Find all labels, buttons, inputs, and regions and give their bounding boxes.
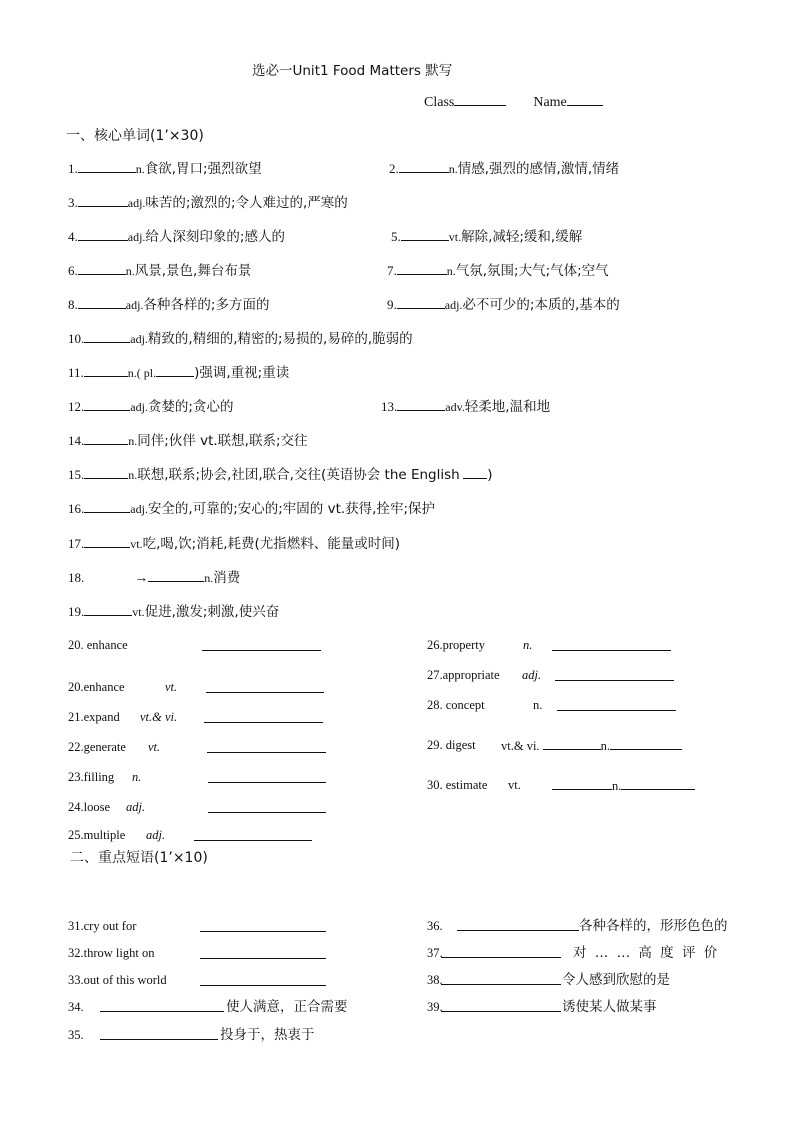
answer-blank[interactable] xyxy=(84,535,130,548)
phrase-item-36 xyxy=(427,918,728,934)
item-number: 7. xyxy=(387,263,397,278)
word-item-9 xyxy=(387,296,620,314)
phrase-text: 诱使某人做某事 xyxy=(562,999,657,1015)
word-item-15 xyxy=(68,466,493,484)
part-of-speech: adj. xyxy=(130,400,148,414)
class-label: Class xyxy=(424,95,455,110)
word-item-2 xyxy=(389,160,619,178)
vocab-29-verb-blank[interactable] xyxy=(543,737,601,750)
word-item-4 xyxy=(68,228,285,246)
item-number: 11. xyxy=(68,365,84,380)
item-number: 1. xyxy=(68,161,78,176)
item-number: 38. xyxy=(427,973,443,987)
phrase-text: throw light on xyxy=(83,946,155,960)
part-of-speech: adj. xyxy=(146,828,166,842)
answer-blank[interactable] xyxy=(84,603,132,616)
item-number: 39. xyxy=(427,1000,443,1014)
meaning: 促进,激发;刺激,使兴奋 xyxy=(144,604,280,620)
word-item-3 xyxy=(68,194,348,212)
page-title: 选必一Unit1 Food Matters 默写 xyxy=(252,63,453,79)
answer-blank[interactable] xyxy=(84,432,128,445)
vocab-23-blank[interactable] xyxy=(208,770,326,783)
phrase-39-blank[interactable] xyxy=(441,999,561,1012)
name-blank[interactable] xyxy=(567,92,603,106)
vocab-word: expand xyxy=(83,710,120,724)
word-item-5 xyxy=(391,228,582,246)
vocab-item-22 xyxy=(68,739,161,755)
item-number: 17. xyxy=(68,536,85,551)
section-heading-core-words: 一、核心单词(1’×30) xyxy=(66,128,204,144)
vocab-word: generate xyxy=(83,740,126,754)
phrase-item-35 xyxy=(68,1027,315,1043)
item-number: 19. xyxy=(68,604,85,619)
vocab-word: appropriate xyxy=(442,668,500,682)
phrase-35-blank[interactable] xyxy=(100,1027,218,1040)
meaning: 安全的,可靠的;安心的;牢固的 vt.获得,拴牢;保护 xyxy=(147,501,436,517)
noun-label: n. xyxy=(612,779,622,793)
part-of-speech: vt. xyxy=(132,605,145,619)
class-name-line xyxy=(424,92,603,111)
meaning: 贪婪的;贪心的 xyxy=(147,399,234,415)
item-number: 30. xyxy=(427,778,443,792)
phrase-31-blank[interactable] xyxy=(200,919,326,932)
vocab-30-verb-blank[interactable] xyxy=(552,777,612,790)
phrase-text: cry out for xyxy=(83,919,137,933)
item-number: 15. xyxy=(68,467,85,482)
part-of-speech: adj. xyxy=(127,196,146,210)
vocab-word: loose xyxy=(83,800,111,814)
word-item-6 xyxy=(68,262,251,280)
item-number: 23. xyxy=(68,770,84,784)
phrase-item-34 xyxy=(68,999,348,1015)
meaning: 轻柔地,温和地 xyxy=(464,399,551,415)
meaning: 食欲,胃口;强烈欲望 xyxy=(144,161,262,177)
vocab-word: concept xyxy=(445,698,485,712)
item-number: 8. xyxy=(68,297,78,312)
vocab-29-answers xyxy=(501,737,682,754)
part-of-speech: vt. xyxy=(508,778,521,792)
item-number: 12. xyxy=(68,399,85,414)
vocab-item-26 xyxy=(427,637,533,653)
meaning: 风景,景色,舞台布景 xyxy=(134,263,252,279)
item-number: 4. xyxy=(68,229,78,244)
meaning: 给人深刻印象的;感人的 xyxy=(145,229,285,245)
phrase-item-39 xyxy=(427,999,657,1015)
vocab-20b-blank[interactable] xyxy=(206,680,324,693)
phrase-text: 各种各样的，形形色色的 xyxy=(579,918,728,934)
item-number: 21. xyxy=(68,710,84,724)
vocab-24-blank[interactable] xyxy=(208,800,326,813)
plural-label: ( pl. xyxy=(136,366,157,380)
part-of-speech: vt.& vi. xyxy=(140,710,178,724)
item-number: 32. xyxy=(68,946,84,960)
vocab-item-24 xyxy=(68,799,146,815)
item-number: 37. xyxy=(427,946,443,960)
part-of-speech: n. xyxy=(204,571,214,585)
vocab-item-20a xyxy=(68,637,128,653)
word-item-12 xyxy=(68,398,233,416)
meaning: 必不可少的;本质的,基本的 xyxy=(462,297,620,313)
answer-blank[interactable] xyxy=(78,228,128,241)
word-item-8 xyxy=(68,296,269,314)
phrase-item-31 xyxy=(68,918,136,934)
vocab-word: estimate xyxy=(445,778,488,792)
answer-blank[interactable] xyxy=(148,569,204,582)
vocab-item-25 xyxy=(68,827,166,843)
part-of-speech: vt. xyxy=(448,230,462,244)
phrase-text: out of this world xyxy=(83,973,167,987)
part-of-speech: adj. xyxy=(127,230,146,244)
answer-blank[interactable] xyxy=(78,194,128,207)
vocab-30-noun-blank[interactable] xyxy=(621,777,695,790)
phrase-text: 对 … … 高 度 评 价 xyxy=(573,945,720,961)
class-blank[interactable] xyxy=(454,92,506,106)
vocab-word: multiple xyxy=(83,828,126,842)
part-of-speech: adj. xyxy=(130,332,148,346)
item-number: 5. xyxy=(391,229,401,244)
phrase-item-33 xyxy=(68,972,167,988)
meaning: 消费 xyxy=(213,570,241,586)
phrase-item-37 xyxy=(427,945,720,961)
vocab-22-blank[interactable] xyxy=(207,740,326,753)
phrase-37-blank[interactable] xyxy=(441,945,561,958)
meaning: 联想,联系;协会,社团,联合,交往(英语协会 the English xyxy=(137,467,460,483)
item-number: 24. xyxy=(68,800,84,814)
answer-blank[interactable] xyxy=(78,160,136,173)
item-number: 14. xyxy=(68,433,85,448)
item-number: 13. xyxy=(381,399,398,414)
answer-blank[interactable] xyxy=(397,398,445,411)
meaning: 各种各样的;多方面的 xyxy=(143,297,270,313)
plural-blank[interactable] xyxy=(156,364,194,377)
part-of-speech: n. xyxy=(128,468,138,482)
vocab-27-blank[interactable] xyxy=(555,668,674,681)
vocab-word: enhance xyxy=(86,638,128,652)
part-of-speech: n. xyxy=(533,698,543,712)
answer-blank[interactable] xyxy=(84,364,128,377)
item-number: 9. xyxy=(387,297,397,312)
phrase-33-blank[interactable] xyxy=(200,973,326,986)
item-number: 3. xyxy=(68,195,78,210)
item-number: 34. xyxy=(68,1000,84,1014)
item-number: 2. xyxy=(389,161,399,176)
item-number: 25. xyxy=(68,828,84,842)
part-of-speech: n. xyxy=(125,264,135,278)
item-number: 35. xyxy=(68,1028,84,1042)
phrase-36-blank[interactable] xyxy=(457,918,579,931)
part-of-speech: n. xyxy=(135,162,145,176)
vocab-25-blank[interactable] xyxy=(194,828,312,841)
vocab-26-blank[interactable] xyxy=(552,638,671,651)
phrase-text: 令人感到欣慰的是 xyxy=(562,972,670,988)
answer-blank[interactable] xyxy=(397,262,447,275)
meaning: 解除,减轻;缓和,缓解 xyxy=(461,229,583,245)
name-label: Name xyxy=(533,95,567,110)
answer-blank[interactable] xyxy=(78,296,126,309)
word-item-11 xyxy=(68,364,289,382)
answer-blank[interactable] xyxy=(84,330,130,343)
word-item-17 xyxy=(68,535,400,553)
phrase-item-38 xyxy=(427,972,670,988)
vocab-20a-blank[interactable] xyxy=(202,638,321,651)
vocab-item-29 xyxy=(427,737,611,753)
item-number: 31. xyxy=(68,919,84,933)
item-number: 36. xyxy=(427,919,443,933)
part-of-speech: n. xyxy=(127,366,137,380)
part-of-speech: vt. xyxy=(165,680,178,694)
answer-blank[interactable] xyxy=(399,160,449,173)
vocab-word: filling xyxy=(83,770,115,784)
part-of-speech: vt. xyxy=(130,537,143,551)
item-number: 20. xyxy=(68,638,84,652)
answer-blank[interactable] xyxy=(84,500,130,513)
part-of-speech: vt. xyxy=(148,740,161,754)
closing-paren: ) xyxy=(487,467,493,483)
vocab-item-27 xyxy=(427,667,542,683)
section-heading-key-phrases: 二、重点短语(1’×10) xyxy=(70,850,208,866)
phrase-32-blank[interactable] xyxy=(200,946,326,959)
meaning: 情感,强烈的感情,激情,情绪 xyxy=(457,161,620,177)
vocab-word: digest xyxy=(445,738,476,752)
item-number: 18. xyxy=(68,570,85,585)
part-of-speech: adj. xyxy=(130,502,148,516)
vocab-word: enhance xyxy=(83,680,125,694)
word-item-16 xyxy=(68,500,435,518)
part-of-speech: n. xyxy=(523,638,533,652)
noun-label: n. xyxy=(600,739,611,753)
part-of-speech: vt.& vi. xyxy=(501,739,540,753)
answer-blank[interactable] xyxy=(401,228,449,241)
answer-blank[interactable] xyxy=(84,466,128,479)
vocab-21-blank[interactable] xyxy=(204,710,323,723)
item-number: 27. xyxy=(427,668,443,682)
meaning: )强调,重视;重读 xyxy=(194,365,290,381)
arrow-icon: → xyxy=(134,571,149,586)
word-item-18 xyxy=(68,569,240,587)
phrase-38-blank[interactable] xyxy=(441,972,561,985)
phrase-text: 使人满意，正合需要 xyxy=(226,999,348,1015)
word-item-1 xyxy=(68,160,262,178)
item-number: 28. xyxy=(427,698,443,712)
meaning: 同伴;伙伴 vt.联想,联系;交往 xyxy=(137,433,308,449)
part-of-speech: n. xyxy=(448,162,458,176)
part-of-speech: n. xyxy=(128,434,138,448)
item-number: 26. xyxy=(427,638,443,652)
phrase-34-blank[interactable] xyxy=(100,999,224,1012)
answer-blank[interactable] xyxy=(78,262,126,275)
vocab-30-answers xyxy=(552,777,695,794)
vocab-item-30 xyxy=(427,777,622,793)
answer-blank[interactable] xyxy=(84,398,130,411)
item-number: 10. xyxy=(68,331,85,346)
item-number: 29. xyxy=(427,738,443,752)
meaning: 吃,喝,饮;消耗,耗费(尤指燃料、能量或时间) xyxy=(142,536,401,552)
word-item-7 xyxy=(387,262,609,280)
item-number: 6. xyxy=(68,263,78,278)
vocab-item-23 xyxy=(68,769,142,785)
vocab-28-blank[interactable] xyxy=(557,698,676,711)
meaning: 气氛,氛围;大气;气体;空气 xyxy=(455,263,609,279)
item-number: 16. xyxy=(68,501,85,516)
item-number: 20. xyxy=(68,680,84,694)
meaning: 精致的,精细的,精密的;易损的,易碎的,脆弱的 xyxy=(147,331,413,347)
part-of-speech: n. xyxy=(446,264,456,278)
item-number: 22. xyxy=(68,740,84,754)
part-of-speech: adj. xyxy=(125,298,144,312)
vocab-item-28 xyxy=(427,697,543,713)
word-item-10 xyxy=(68,330,413,348)
vocab-29-noun-blank[interactable] xyxy=(610,737,682,750)
part-of-speech: n. xyxy=(132,770,142,784)
vocab-item-20b xyxy=(68,679,178,695)
word-item-14 xyxy=(68,432,308,450)
item-number: 33. xyxy=(68,973,84,987)
phrase-item-32 xyxy=(68,945,154,961)
phrase-text: 投身于，热衷于 xyxy=(220,1027,315,1043)
answer-blank[interactable] xyxy=(397,296,445,309)
part-of-speech: adv. xyxy=(445,400,465,414)
vocab-item-21 xyxy=(68,709,178,725)
meaning: 味苦的;激烈的;令人难过的,严寒的 xyxy=(145,195,348,211)
word-item-13 xyxy=(381,398,550,416)
part-of-speech: adj. xyxy=(522,668,542,682)
vocab-word: property xyxy=(442,638,485,652)
word-item-19 xyxy=(68,603,279,621)
part-of-speech: adj. xyxy=(126,800,146,814)
association-blank[interactable] xyxy=(463,466,487,479)
part-of-speech: adj. xyxy=(444,298,463,312)
